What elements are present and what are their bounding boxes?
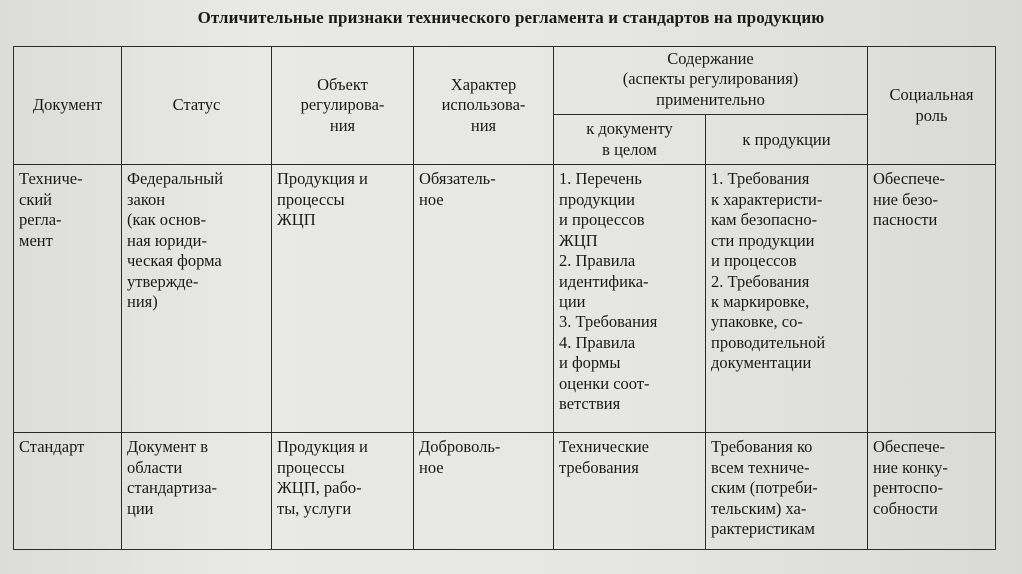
- cell-content-product: Требования ко всем техниче- ским (потреби- тельским) ха- рактеристикам: [706, 433, 868, 550]
- header-content-document: к документу в целом: [554, 115, 706, 165]
- page-title: Отличительные признаки технического регламента и стандартов на продукцию: [197, 8, 825, 27]
- header-social: Социальная роль: [868, 47, 996, 165]
- cell-document: Техниче- ский регла- мент: [14, 165, 122, 433]
- regulation-comparison-table: [13, 46, 996, 550]
- cell-object: Продукция и процессы ЖЦП: [272, 165, 414, 433]
- header-content: Содержание (аспекты регулирования) применительно: [554, 47, 868, 115]
- cell-document: Стандарт: [14, 433, 122, 550]
- header-document: Документ: [14, 47, 122, 165]
- cell-social: Обеспече- ние конку- рентоспо- собности: [868, 433, 996, 550]
- cell-usage: Обязатель- ное: [414, 165, 554, 433]
- table-row-standard: [14, 433, 996, 550]
- header-usage: Характер использова- ния: [414, 47, 554, 165]
- header-status: Статус: [122, 47, 272, 165]
- header-object: Объект регулирова- ния: [272, 47, 414, 165]
- cell-social: Обеспече- ние безо- пасности: [868, 165, 996, 433]
- cell-status: Федеральный закон (как основ- ная юриди- ческая форма утвержде- ния): [122, 165, 272, 433]
- table-row-technical-regulation: [14, 165, 996, 433]
- cell-content-document: 1. Перечень продукции и процессов ЖЦП 2. Правила идентифика- ции 3. Требования 4. Правила и формы оценки соот- ветствия: [554, 165, 706, 433]
- cell-content-document: Технические требования: [554, 433, 706, 550]
- cell-usage: Доброволь- ное: [414, 433, 554, 550]
- cell-status: Документ в области стандартиза- ции: [122, 433, 272, 550]
- cell-object: Продукция и процессы ЖЦП, рабо- ты, услуги: [272, 433, 414, 550]
- header-row-1: [14, 47, 996, 115]
- header-content-product: к продукции: [706, 115, 868, 165]
- cell-content-product: 1. Требования к характеристи- кам безопасно- сти продукции и процессов 2. Требования к маркировке, упаковке, со- проводительной документации: [706, 165, 868, 433]
